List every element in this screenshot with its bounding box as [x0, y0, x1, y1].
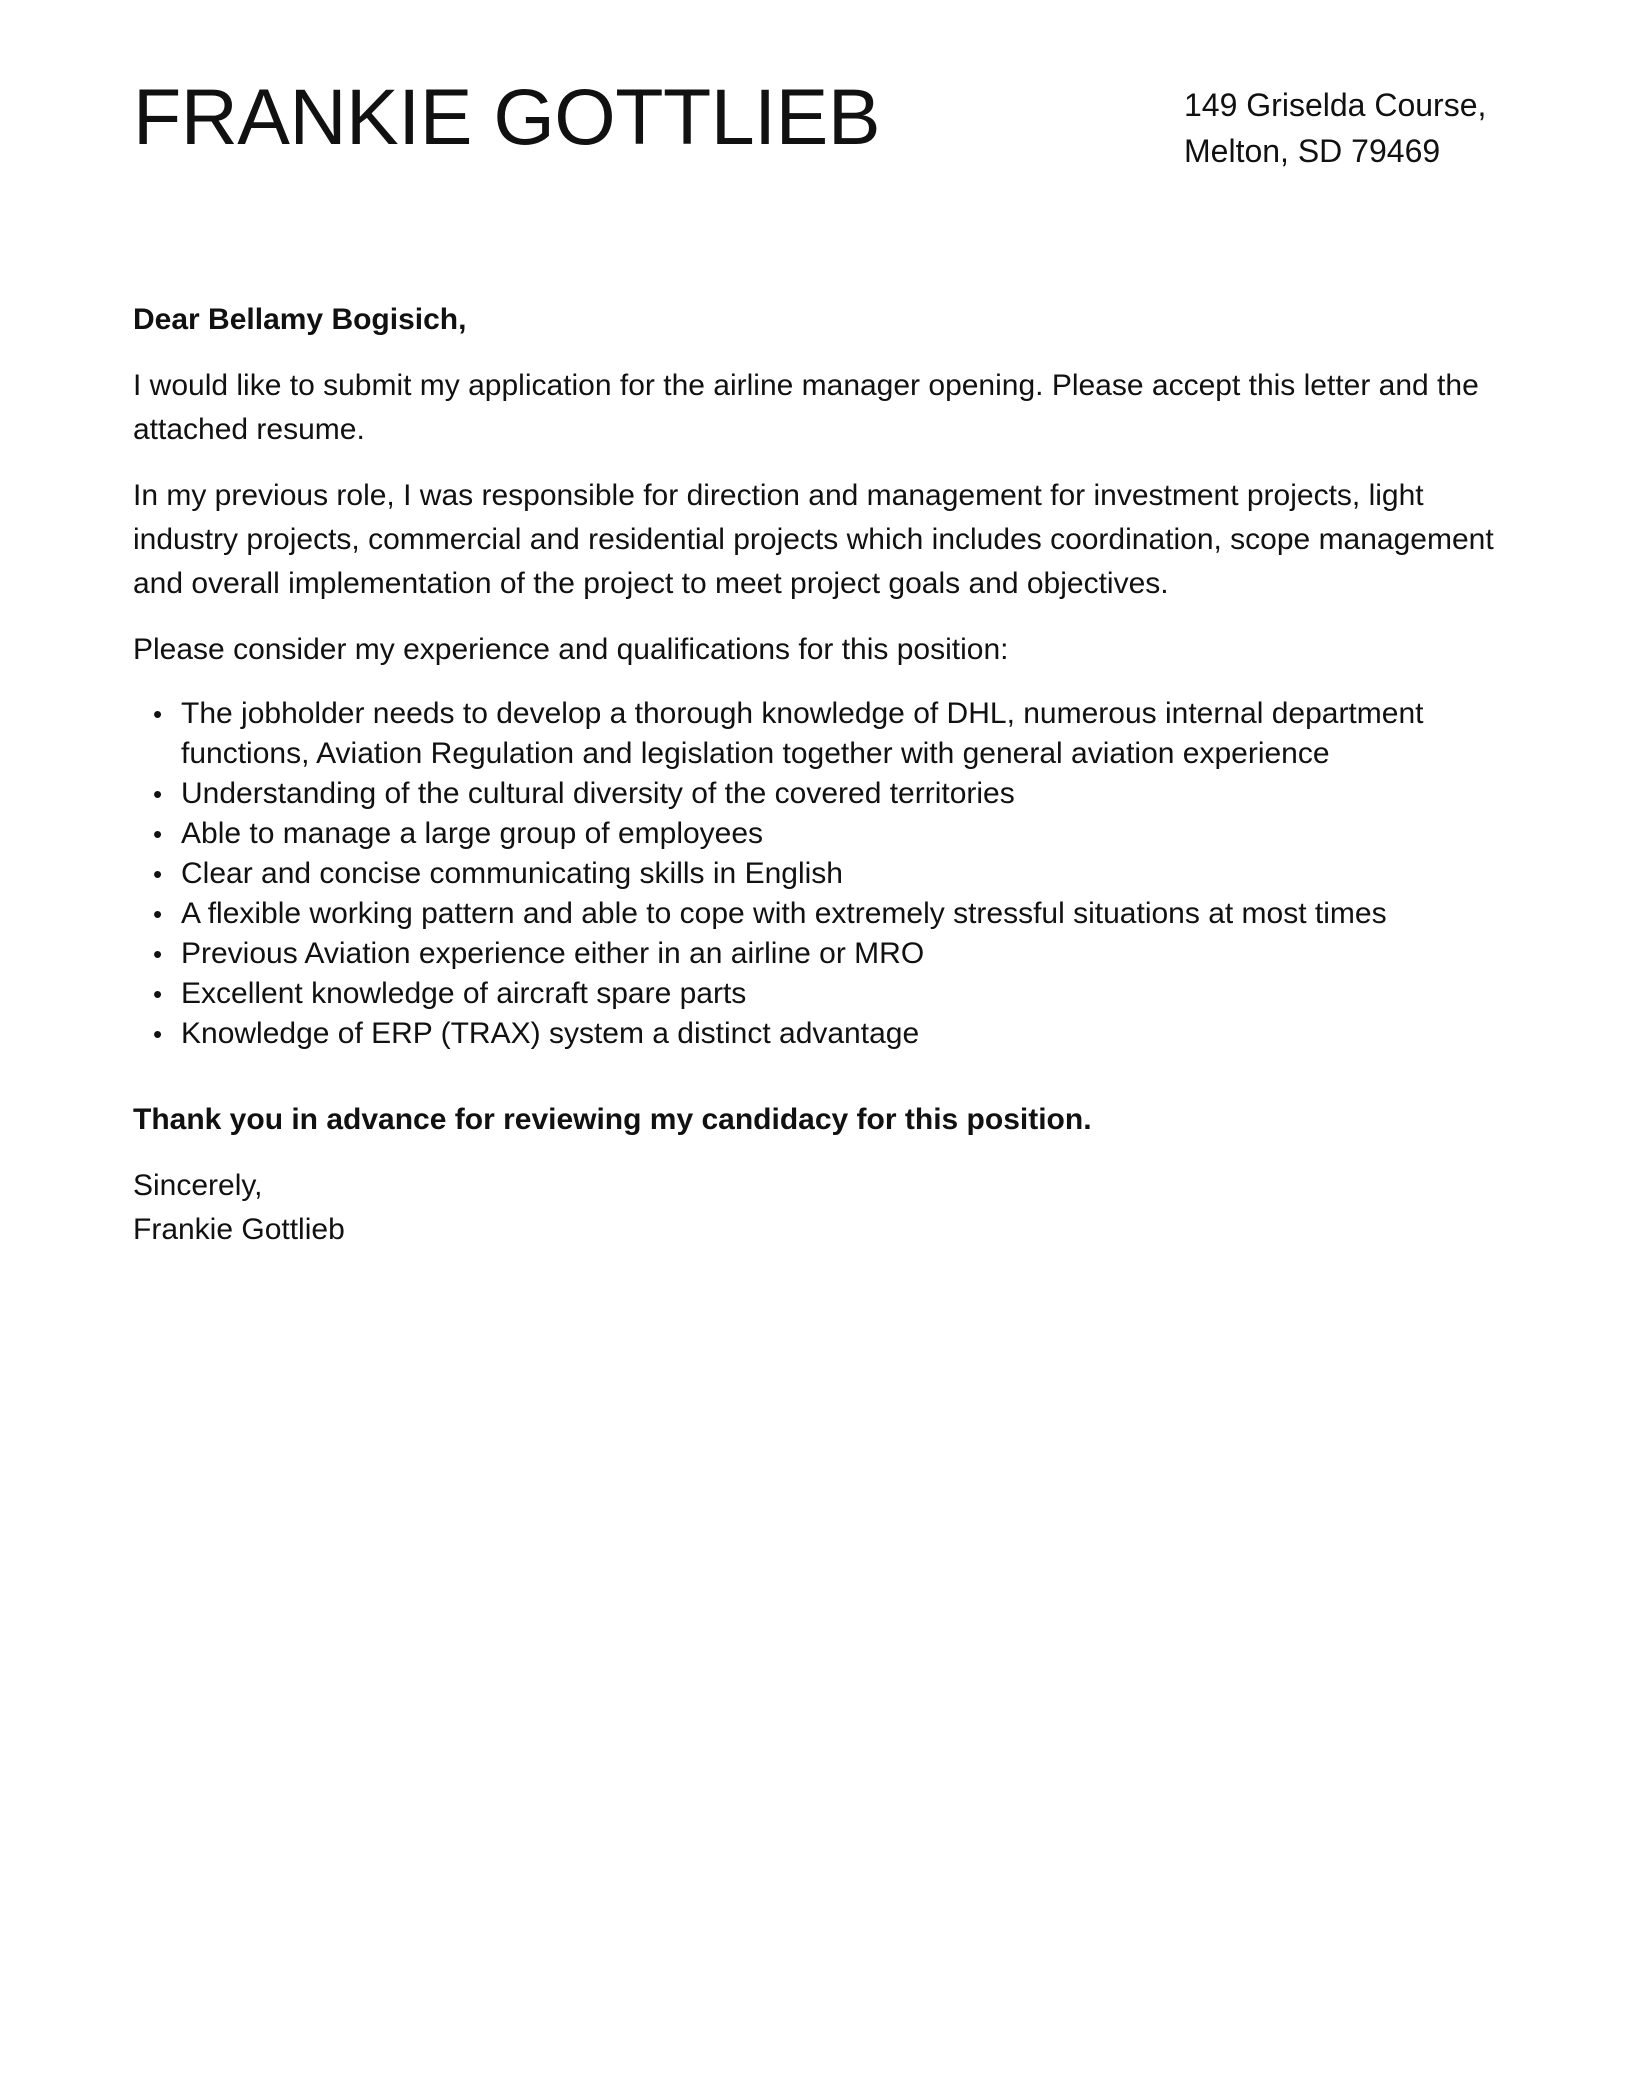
address-line-1: 149 Griselda Course,: [1184, 87, 1487, 123]
qualification-text: A flexible working pattern and able to cope with extremely stressful situations at most times: [181, 897, 1387, 930]
intro-paragraph: I would like to submit my application for the airline manager opening. Please accept this letter and the attached resume.: [133, 369, 1479, 446]
qualification-text: Clear and concise communicating skills in English: [181, 857, 843, 890]
bullet-icon: •: [153, 779, 163, 809]
bullet-icon: •: [153, 859, 163, 889]
bullet-icon: •: [153, 899, 163, 929]
qualification-text: Previous Aviation experience either in an airline or MRO: [181, 937, 925, 970]
signoff-block: [133, 1164, 1503, 1252]
list-item: [153, 814, 1503, 854]
bullet-icon: •: [153, 819, 163, 849]
list-item: [153, 894, 1503, 934]
address-line-2: Melton, SD 79469: [1184, 133, 1441, 169]
list-item: [153, 1014, 1503, 1054]
qualification-text: Understanding of the cultural diversity of the covered territories: [181, 777, 1015, 810]
letter-header: [133, 72, 1503, 192]
letter-body: [133, 298, 1503, 1252]
bullet-icon: •: [153, 979, 163, 1009]
bullet-icon: •: [153, 1019, 163, 1049]
signature-name: Frankie Gottlieb: [133, 1213, 345, 1246]
list-item: [153, 694, 1503, 774]
list-item: [153, 854, 1503, 894]
applicant-address: [1184, 82, 1486, 174]
salutation: Dear Bellamy Bogisich,: [133, 303, 467, 336]
qualification-text: Able to manage a large group of employees: [181, 817, 764, 850]
experience-paragraph: In my previous role, I was responsible for direction and management for investment projects, light industry projects, commercial and residential projects which includes coordination, scope management and overall implementation of the project to meet project goals and objectives.: [133, 479, 1494, 600]
signoff-text: Sincerely,: [133, 1169, 263, 1202]
consider-paragraph: Please consider my experience and qualifications for this position:: [133, 633, 1009, 666]
applicant-name: FRANKIE GOTTLIEB: [133, 72, 881, 161]
bullet-icon: •: [153, 939, 163, 969]
qualification-text: The jobholder needs to develop a thorough knowledge of DHL, numerous internal department functions, Aviation Regulation and legislation together with general aviation experience: [181, 697, 1424, 770]
bullet-icon: •: [153, 699, 163, 729]
list-item: [153, 934, 1503, 974]
qualification-text: Knowledge of ERP (TRAX) system a distinct advantage: [181, 1017, 920, 1050]
qualification-text: Excellent knowledge of aircraft spare parts: [181, 977, 747, 1010]
list-item: [153, 774, 1503, 814]
qualifications-list: [133, 694, 1503, 1054]
list-item: [153, 974, 1503, 1014]
closing-statement: Thank you in advance for reviewing my candidacy for this position.: [133, 1103, 1092, 1136]
